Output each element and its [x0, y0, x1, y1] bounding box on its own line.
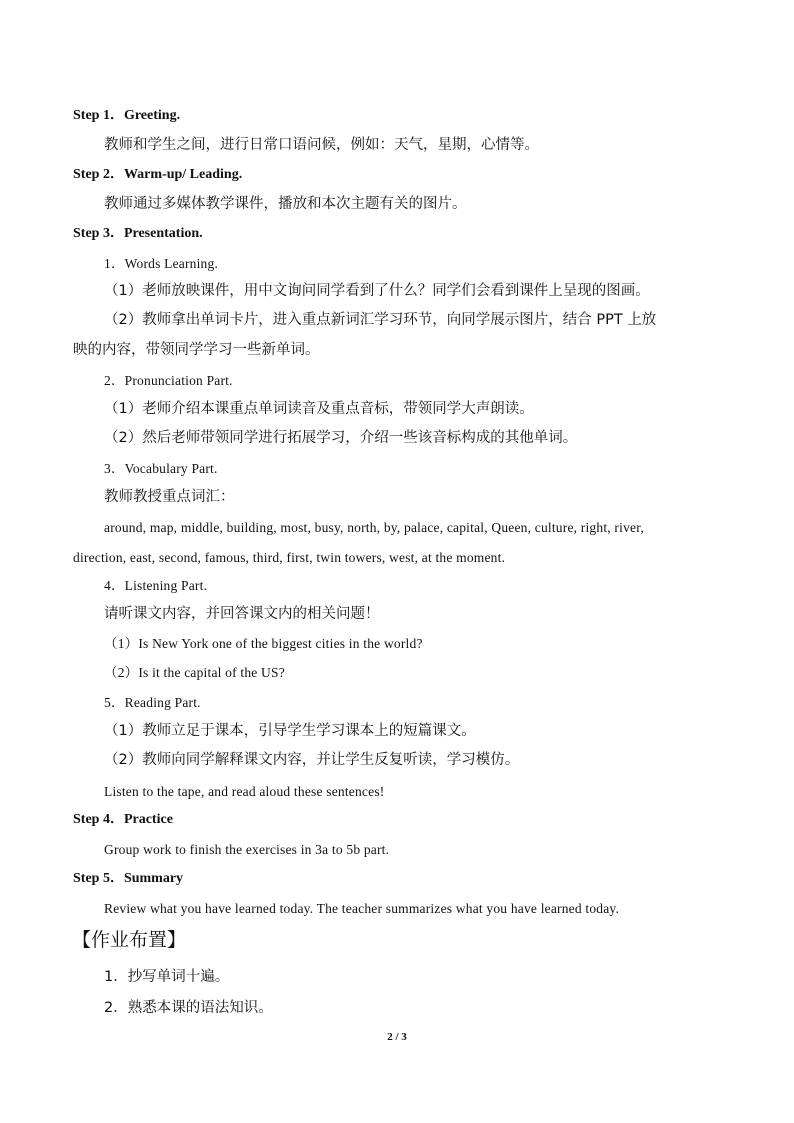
listening-q2: （2）Is it the capital of the US? — [104, 665, 285, 680]
reading-p2: （2）教师向同学解释课文内容，并让学生反复听读，学习模仿。 — [104, 752, 520, 768]
reading-p1: （1）教师立足于课本，引导学生学习课本上的短篇课文。 — [104, 723, 476, 739]
pronunciation-p1: （1）老师介绍本课重点单词读音及重点音标，带领同学大声朗读。 — [104, 401, 534, 417]
vocabulary-title: 3．Vocabulary Part. — [104, 461, 218, 476]
vocabulary-intro: 教师教授重点词汇： — [104, 489, 235, 505]
words-learning-p2a: （2）教师拿出单词卡片，进入重点新词汇学习环节，向同学展示图片，结合 PPT 上放 — [104, 312, 657, 328]
words-learning-p1: （1）老师放映课件，用中文询问同学看到了什么？同学们会看到课件上呈现的图画。 — [104, 283, 650, 299]
step1-text: 教师和学生之间，进行日常口语问候，例如：天气，星期，心情等。 — [104, 137, 539, 153]
reading-p3: Listen to the tape, and read aloud these sentences! — [104, 784, 385, 799]
pronunciation-title: 2．Pronunciation Part. — [104, 373, 233, 388]
step2-heading: Step 2．Warm-up/ Leading. — [73, 167, 243, 182]
listening-title: 4．Listening Part. — [104, 578, 208, 593]
vocabulary-list-line1: around, map, middle, building, most, busy, north, by, palace, capital, Queen, culture, right, river, — [104, 520, 644, 535]
listening-q1: （1）Is New York one of the biggest cities in the world? — [104, 636, 423, 651]
pronunciation-p2: （2）然后老师带领同学进行拓展学习，介绍一些该音标构成的其他单词。 — [104, 430, 578, 446]
step4-text: Group work to finish the exercises in 3a to 5b part. — [104, 842, 390, 857]
vocabulary-list-line2: direction, east, second, famous, third, first, twin towers, west, at the moment. — [73, 550, 506, 565]
step2-text: 教师通过多媒体教学课件，播放和本次主题有关的图片。 — [104, 196, 467, 212]
listening-intro: 请听课文内容，并回答课文内的相关问题！ — [104, 606, 380, 622]
step5-text: Review what you have learned today. The teacher summarizes what you have learned today. — [104, 901, 620, 916]
step3-heading: Step 3．Presentation. — [73, 226, 203, 241]
step5-heading: Step 5．Summary — [73, 871, 184, 886]
step1-heading: Step 1．Greeting. — [73, 108, 181, 123]
page-number: 2 / 3 — [387, 1031, 407, 1043]
homework-item1: 1．抄写单词十遍。 — [104, 969, 230, 985]
homework-item2: 2．熟悉本课的语法知识。 — [104, 1000, 273, 1016]
words-learning-p2b: 映的内容，带领同学学习一些新单词。 — [73, 342, 320, 358]
words-learning-title: 1．Words Learning. — [104, 256, 219, 271]
reading-title: 5．Reading Part. — [104, 695, 201, 710]
step4-heading: Step 4．Practice — [73, 812, 173, 827]
homework-heading: 【作业布置】 — [72, 929, 187, 951]
